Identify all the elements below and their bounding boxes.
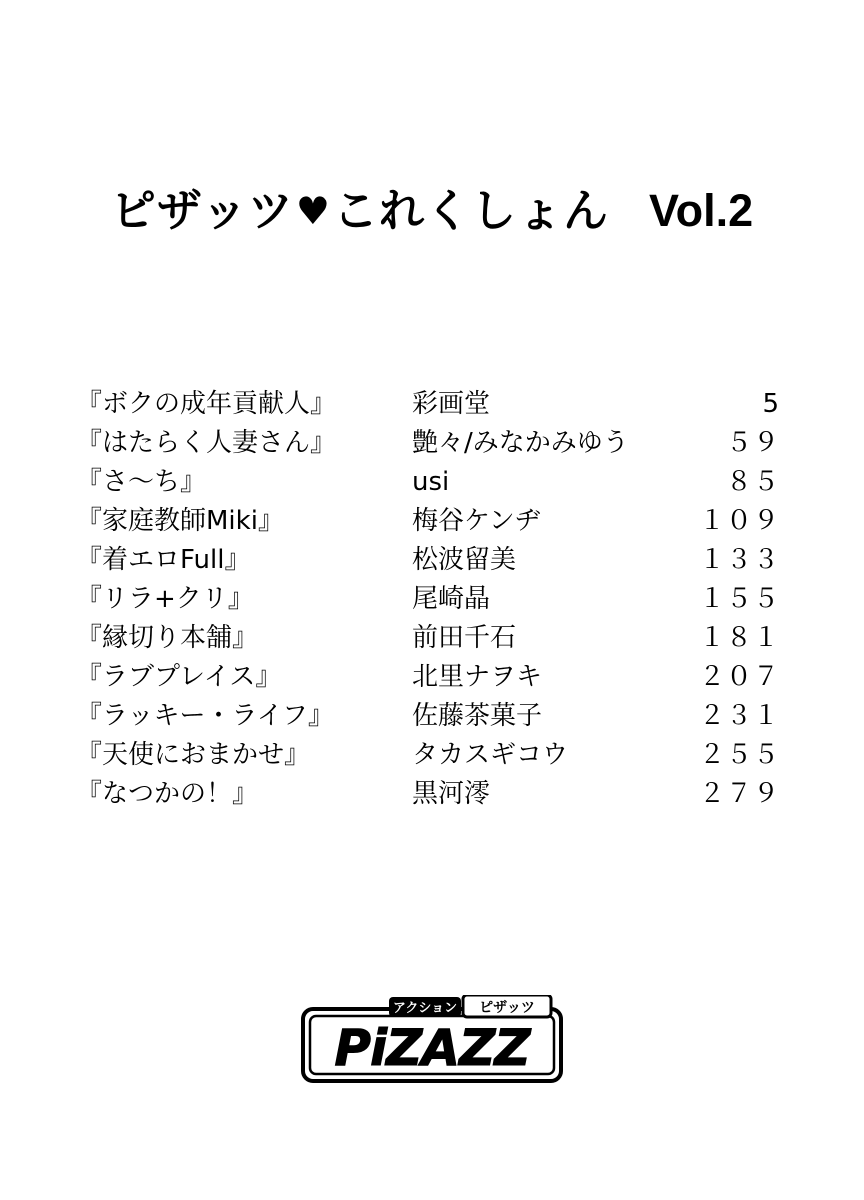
story-page-number: 5 — [762, 389, 780, 419]
story-page-number: ２７９ — [698, 779, 780, 809]
table-row — [76, 619, 780, 658]
table-row — [76, 385, 780, 424]
table-row — [76, 502, 780, 541]
story-title: 『ボクの成年貢献人』 — [76, 389, 337, 419]
story-title: 『リラ+クリ』 — [76, 584, 254, 614]
table-row — [76, 580, 780, 619]
story-author: 梅谷ケンヂ — [412, 506, 541, 536]
page-title — [0, 186, 864, 236]
story-title: 『はたらく人妻さん』 — [76, 428, 337, 458]
svg-text:ピザッツ: ピザッツ — [479, 1000, 535, 1016]
story-page-number: ８５ — [725, 467, 780, 497]
table-row — [76, 541, 780, 580]
story-title: 『なつかの！』 — [76, 779, 259, 809]
table-row — [76, 736, 780, 775]
title-volume: Vol.2 — [649, 185, 754, 236]
logo-top-left-banner — [389, 997, 461, 1017]
story-author: 佐藤茶菓子 — [412, 701, 543, 731]
story-author: 尾崎晶 — [412, 584, 491, 614]
table-row — [76, 697, 780, 736]
toc-body — [76, 385, 780, 814]
story-author: 松波留美 — [412, 545, 517, 575]
story-page-number: １０９ — [698, 506, 780, 536]
title-rest-text: これくしょん — [332, 184, 609, 237]
story-author: usi — [412, 467, 450, 497]
story-page-number: ２３１ — [698, 701, 780, 731]
pizazz-logo-icon — [301, 995, 563, 1083]
table-row — [76, 463, 780, 502]
publisher-logo — [0, 995, 864, 1083]
story-author: 黒河澪 — [412, 779, 491, 809]
logo-top-right-banner — [463, 995, 551, 1017]
svg-text:アクション: アクション — [392, 1001, 458, 1016]
story-title: 『着エロFull』 — [76, 545, 251, 575]
svg-text:PiZAZZ: PiZAZZ — [334, 1019, 530, 1077]
table-row — [76, 658, 780, 697]
story-title: 『家庭教師Miki』 — [76, 506, 284, 536]
story-page-number: ２５５ — [698, 740, 780, 770]
story-author: 彩画堂 — [412, 389, 491, 419]
story-author: 北里ナヲキ — [412, 662, 543, 692]
story-author: 艶々/みなかみゆう — [412, 428, 629, 458]
story-title: 『さ〜ち』 — [76, 467, 207, 497]
story-title: 『縁切り本舗』 — [76, 623, 259, 653]
story-author: タカスギコウ — [412, 740, 569, 770]
story-page-number: ２０７ — [698, 662, 780, 692]
story-title: 『ラブプレイス』 — [76, 662, 282, 692]
pizazz-logo-svg — [301, 995, 563, 1083]
heart-icon: ♥ — [295, 189, 331, 233]
story-page-number: １８１ — [698, 623, 780, 653]
story-author: 前田千石 — [412, 623, 517, 653]
story-title: 『天使におまかせ』 — [76, 740, 311, 770]
logo-wordmark — [334, 1019, 532, 1077]
title-main-text: ピザッツ — [110, 184, 294, 237]
story-page-number: １５５ — [698, 584, 780, 614]
story-title: 『ラッキー・ライフ』 — [76, 701, 334, 731]
table-row — [76, 775, 780, 814]
table-of-contents — [76, 385, 780, 814]
title-line — [0, 186, 864, 236]
story-page-number: ５９ — [725, 428, 780, 458]
story-page-number: １３３ — [698, 545, 780, 575]
table-row — [76, 424, 780, 463]
